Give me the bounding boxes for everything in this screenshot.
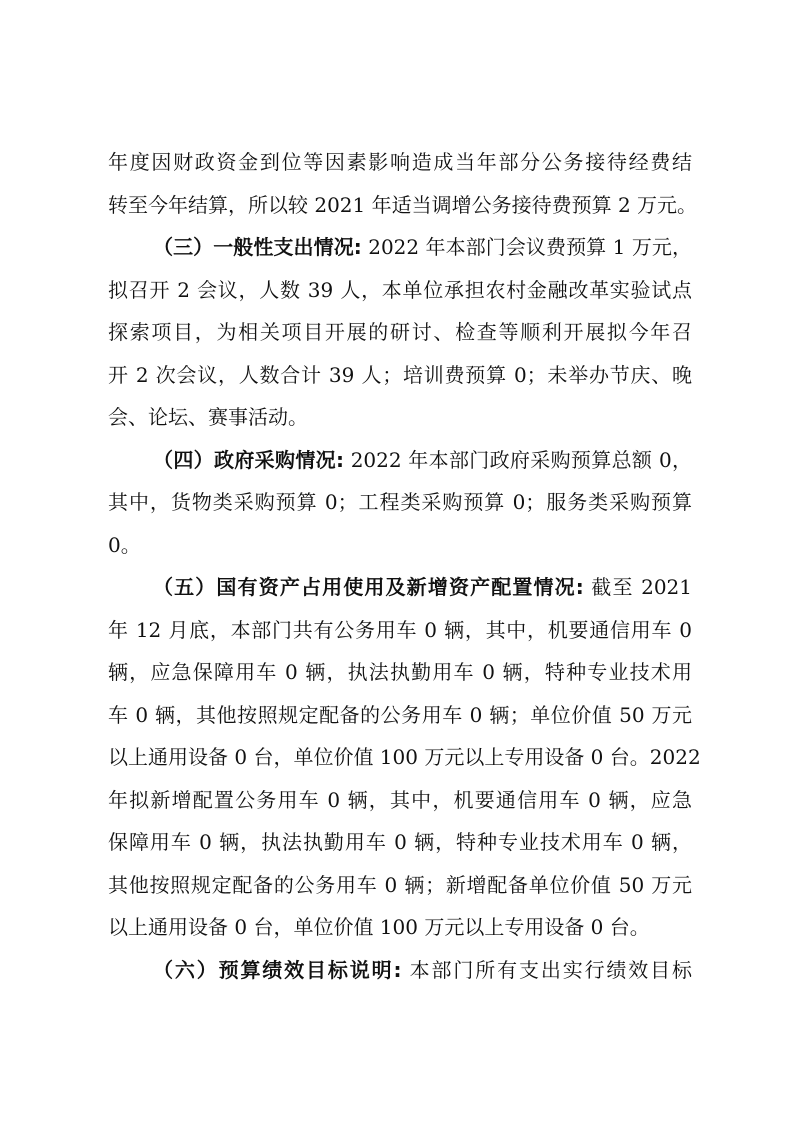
line-text: 年 12 月底，本部门共有公务用车 0 辆，其中，机要通信用车 0 [108,617,692,642]
section-title: （六）预算绩效目标说明: [153,957,402,982]
section-heading-3 [108,226,692,269]
text-line [108,396,692,439]
line-text: 车 0 辆，其他按照规定配备的公务用车 0 辆；单位价值 50 万元 [108,702,692,727]
section-heading-6 [108,949,692,992]
text-line [108,821,692,864]
text-line [108,906,692,949]
line-text: 以上通用设备 0 台，单位价值 100 万元以上专用设备 0 台。 [108,915,650,939]
line-text: 年度因财政资金到位等因素影响造成当年部分公务接待经费结 [108,150,692,174]
document-body [108,141,701,991]
text-line [108,184,698,227]
text-line [108,311,692,354]
text-line [108,269,692,312]
text-line [108,694,692,737]
line-text: 其他按照规定配备的公务用车 0 辆；新增配备单位价值 50 万元 [108,872,692,897]
section-title: （五）国有资产占用使用及新增资产配置情况: [153,575,584,599]
text-line [108,864,692,907]
line-text: 2022 年本部门会议费预算 1 万元， [361,235,692,259]
text-line [108,609,692,652]
section-title: （三）一般性支出情况: [153,235,362,259]
line-text: 以上通用设备 0 台，单位价值 100 万元以上专用设备 0 台。2022 [108,745,701,769]
line-text: 2022 年本部门政府采购预算总额 0， [344,447,693,472]
text-line [108,779,692,822]
line-text: 年拟新增配置公务用车 0 辆，其中，机要通信用车 0 辆，应急 [108,787,692,812]
text-line [108,141,692,184]
line-text: 开 2 次会议，人数合计 39 人；培训费预算 0；未举办节庆、晚 [108,362,692,387]
line-text: 0。 [108,532,141,557]
line-text: 探索项目，为相关项目开展的研讨、检查等顺利开展拟今年召 [108,320,692,344]
section-title: （四）政府采购情况: [153,447,344,472]
text-line [108,354,692,397]
line-text: 保障用车 0 辆，执法执勤用车 0 辆，特种专业技术用车 0 辆， [108,830,692,854]
line-text: 会、论坛、赛事活动。 [108,405,308,429]
section-heading-4 [108,439,692,482]
line-text: 转至今年结算，所以较 2021 年适当调增公务接待费预算 2 万元。 [108,192,698,217]
text-line [108,481,692,524]
text-line [108,736,701,779]
section-heading-5 [108,566,692,609]
text-line [108,651,692,694]
line-text: 拟召开 2 会议，人数 39 人，本单位承担农村金融改革实验试点 [108,277,692,302]
text-line [108,524,692,567]
line-text: 本部门所有支出实行绩效目标 [401,957,693,982]
line-text: 截至 2021 [583,575,692,599]
line-text: 辆，应急保障用车 0 辆，执法执勤用车 0 辆，特种专业技术用 [108,660,692,684]
line-text: 其中，货物类采购预算 0；工程类采购预算 0；服务类采购预算 [108,490,692,514]
